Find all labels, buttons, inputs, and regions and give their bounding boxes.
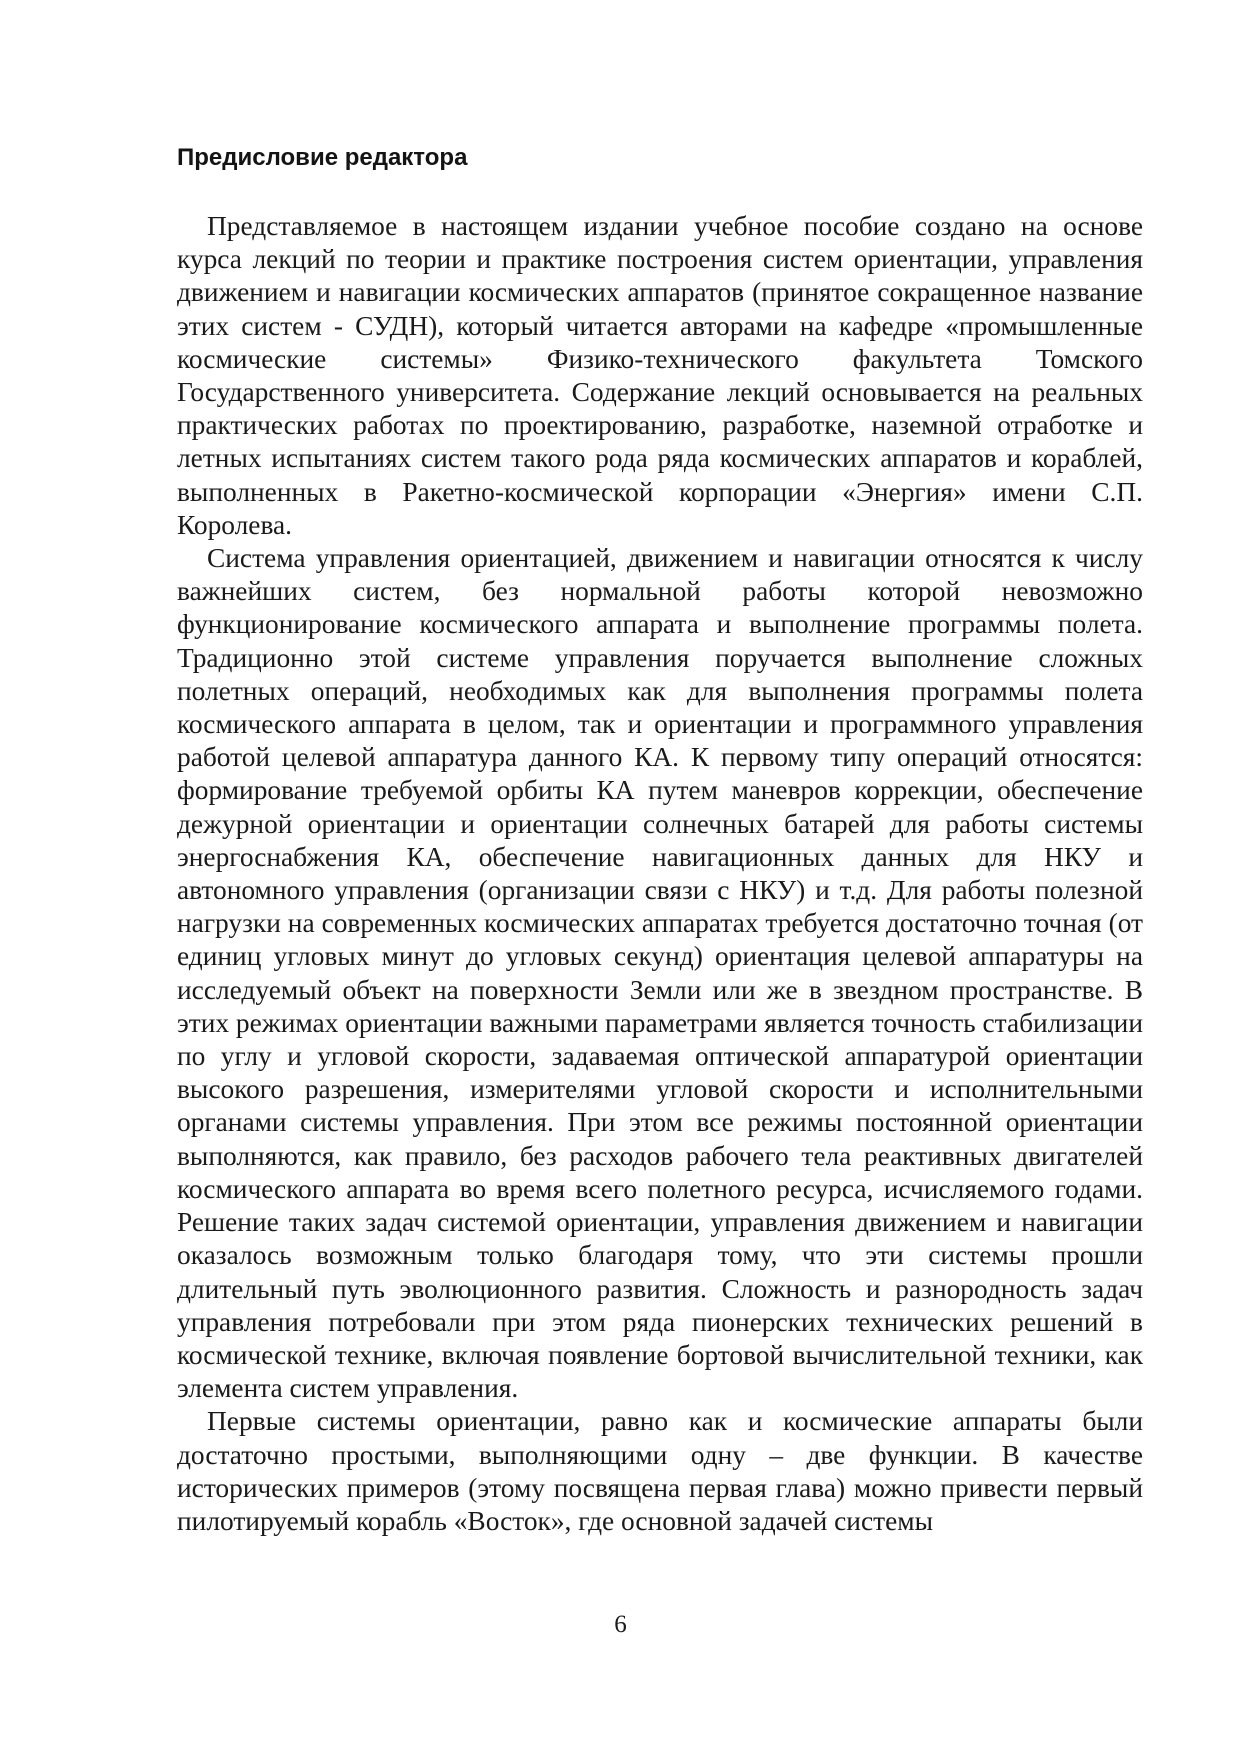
paragraph-2: Система управления ориентацией, движением и навигации относятся к числу важнейших систем, без нормальной работы которой невозможно функционирование космического аппарата и выполнение программы полета. Традиционно этой системе управления поручается выполнение сложных полетных операций, необходимых как для выполнения программы полета космического аппарата в целом, так и ориентации и программного управления работой целевой аппаратура данного КА. К первому типу операций относятся: формирование требуемой орбиты КА путем маневров коррекции, обеспечение дежурной ориентации и ориентации солнечных батарей для работы системы энергоснабжения КА, обеспечение навигационных данных для НКУ и автономного управления (организации связи с НКУ) и т.д. Для работы полезной нагрузки на современных космических аппаратах требуется достаточно точная (от единиц угловых минут до угловых секунд) ориентация целевой аппаратуры на исследуемый объект на поверхности Земли или же в звездном пространстве. В этих режимах ориентации важными параметрами является точность стабилизации по углу и угловой скорости, задаваемая оптической аппаратурой ориентации высокого разрешения, измерителями угловой скорости и исполнительными органами системы управления. При этом все режимы постоянной ориентации выполняются, как правило, без расходов рабочего тела реактивных двигателей космического аппарата во время всего полетного ресурса, исчисляемого годами. Решение таких задач системой ориентации, управления движением и навигации оказалось возможным только благодаря тому, что эти системы прошли длительный путь эволюционного развития. Сложность и разнородность задач управления потребовали при этом ряда пионерских технических решений в космической технике, включая появление бортовой вычислительной техники, как элемента систем управления. (177, 543, 1143, 1404)
page-title: Предисловие редактора (177, 144, 468, 171)
page-number: 6 (614, 1611, 627, 1638)
paragraph-3: Первые системы ориентации, равно как и космические аппараты были достаточно простыми, выполняющими одну – две функции. В качестве исторических примеров (этому посвящена первая глава) можно привести первый пилотируемый корабль «Восток», где основной задачей системы (177, 1406, 1143, 1536)
body-text (177, 210, 1143, 1538)
paragraph-1: Представляемое в настоящем издании учебное пособие создано на основе курса лекций по теории и практике построения систем ориентации, управления движением и навигации космических аппаратов (принятое сокращенное название этих систем - СУДН), который читается авторами на кафедре «промышленные космические системы» Физико-технического факультета Томского Государственного университета. Содержание лекций основывается на реальных практических работах по проектированию, разработке, наземной отработке и летных испытаниях систем такого рода ряда космических аппаратов и кораблей, выполненных в Ракетно-космической корпорации «Энергия» имени С.П. Королева. (177, 211, 1143, 540)
